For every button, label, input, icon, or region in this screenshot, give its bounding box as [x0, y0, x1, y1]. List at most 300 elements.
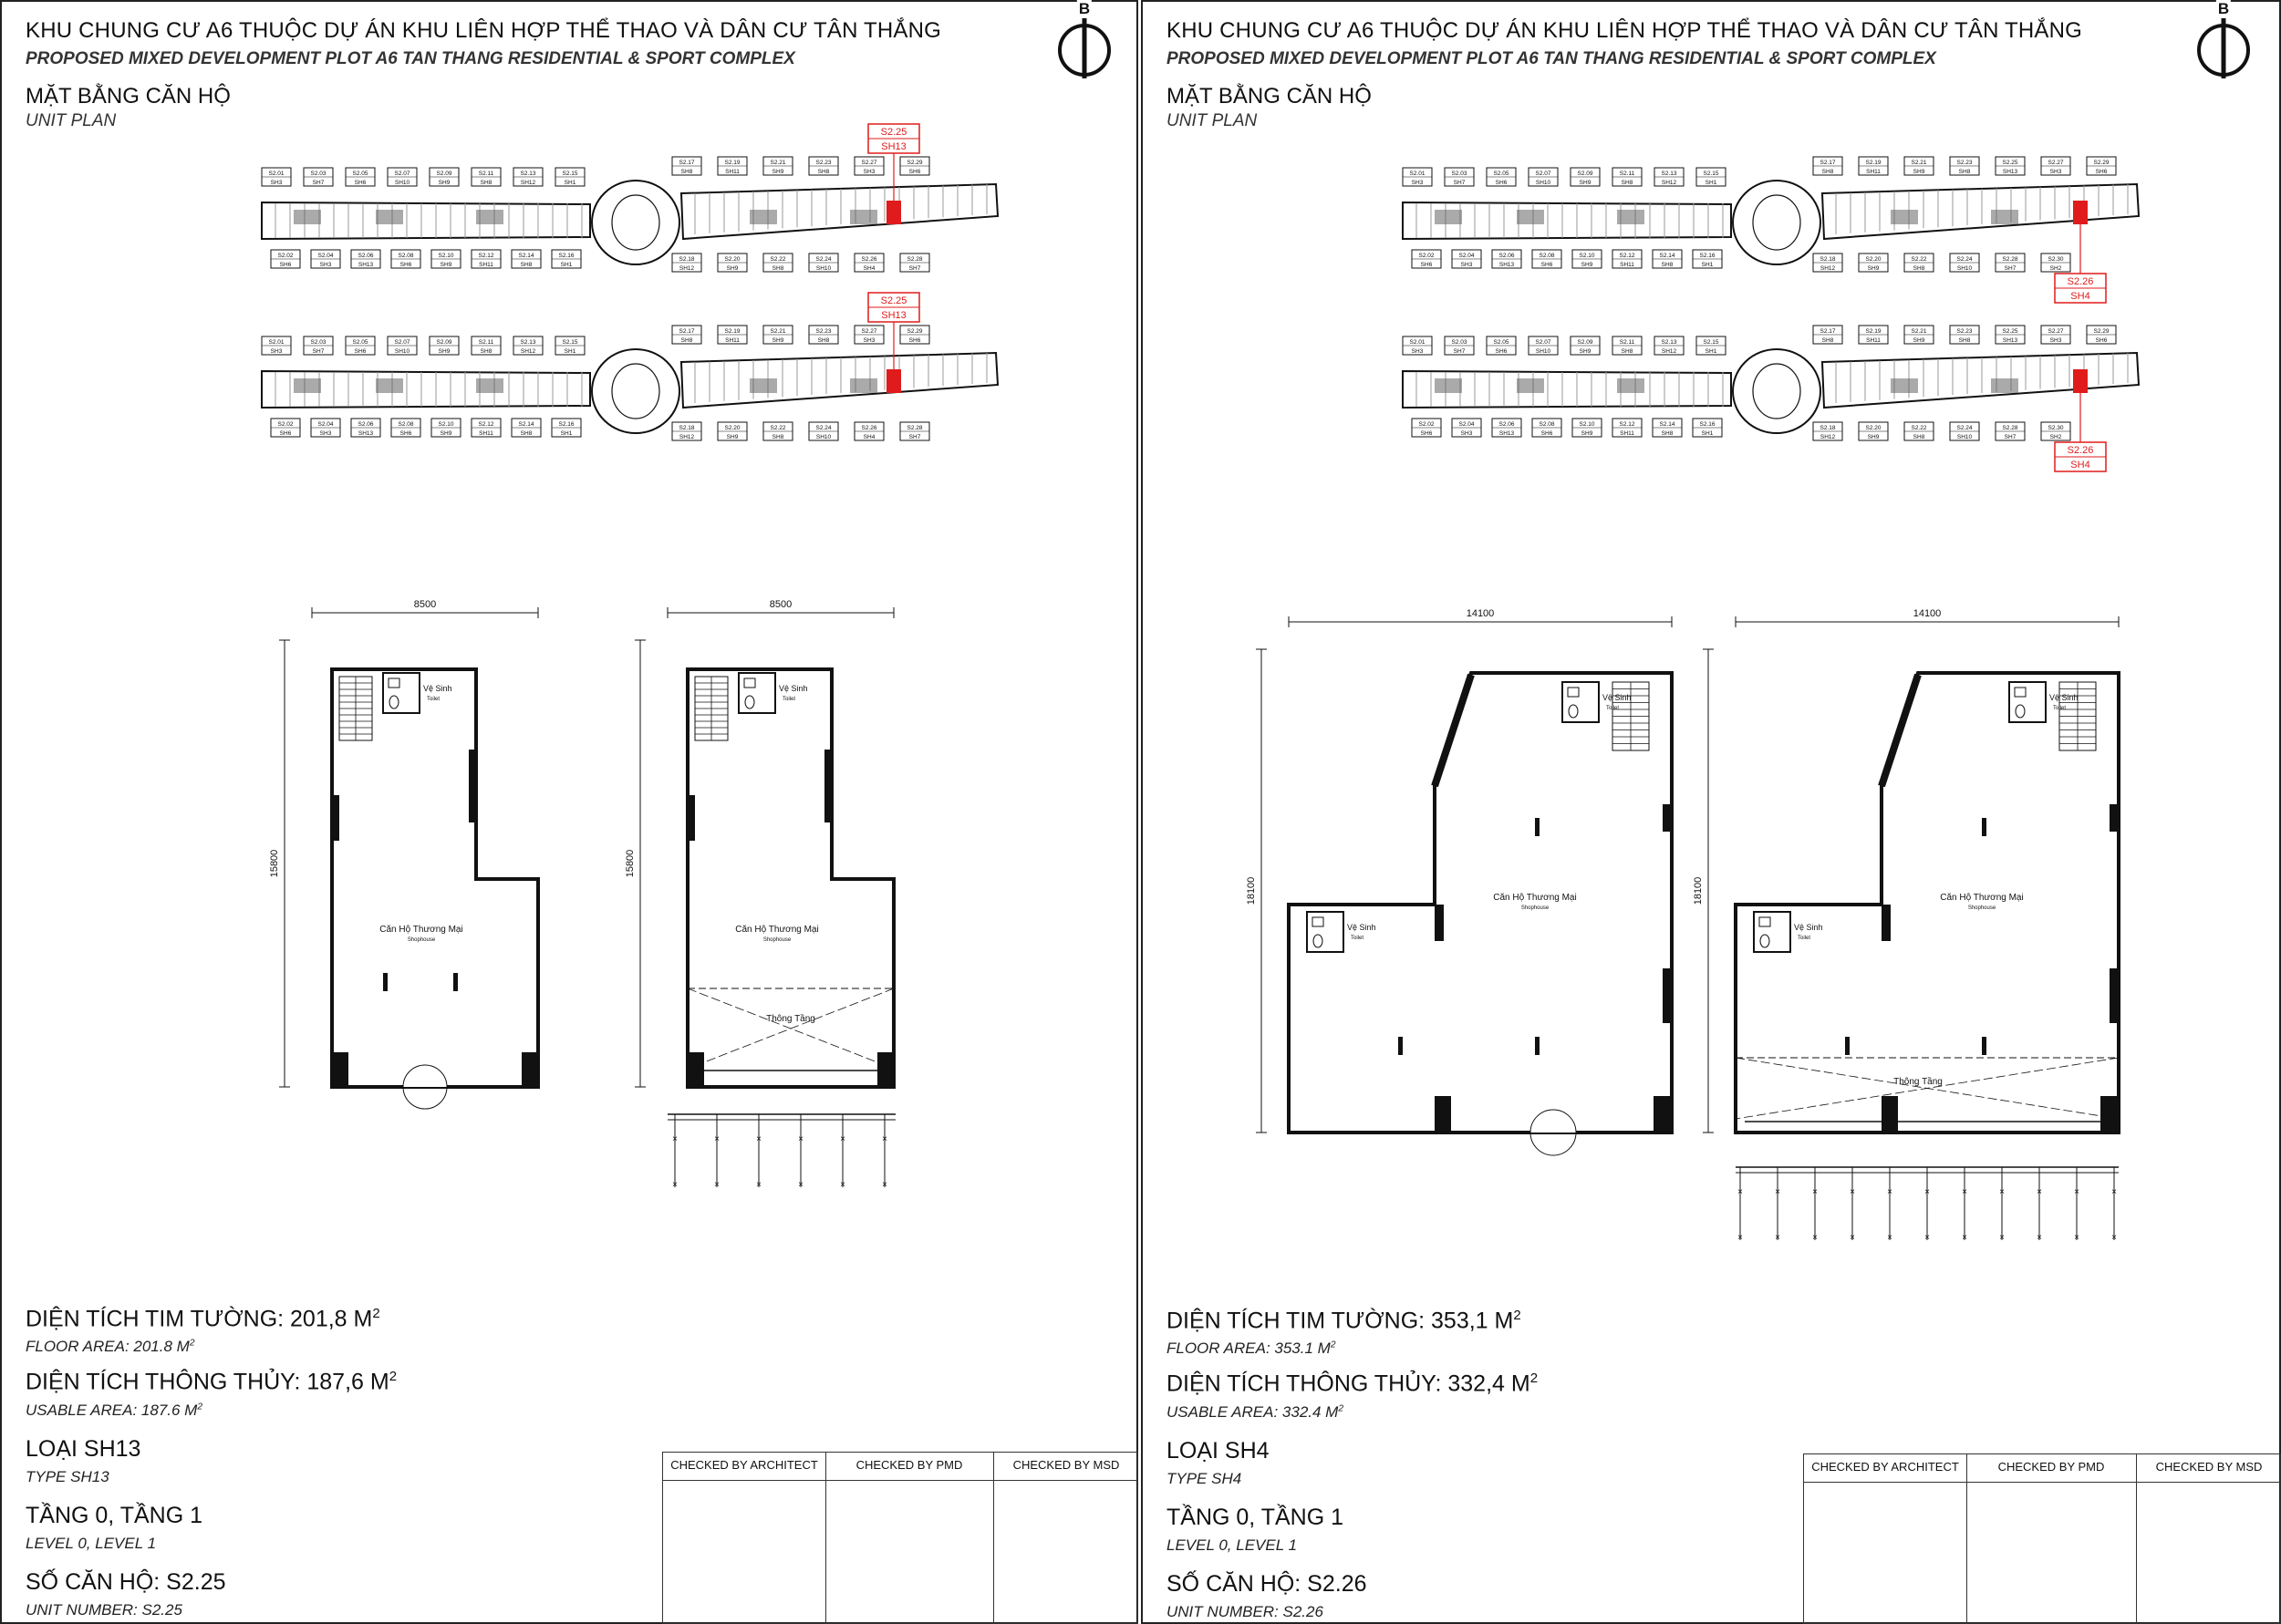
unit-tag-number: S2.17 — [1820, 160, 1836, 166]
highlight-unit-type: SH13 — [881, 310, 907, 321]
unit-tag-type: SH8 — [1661, 430, 1674, 437]
toilet-label: Vệ Sinh — [1794, 923, 1823, 932]
unit-tag-number: S2.07 — [1535, 339, 1551, 346]
north-arrow-icon — [2197, 0, 2250, 77]
unit-tag-type: SH13 — [358, 262, 374, 268]
usable-area-en: USABLE AREA: 187.6 M — [26, 1401, 198, 1419]
unit-tag-number: S2.19 — [724, 328, 741, 335]
unit-tag-number: S2.20 — [724, 256, 741, 263]
toilet-label-en: Toilet — [1798, 936, 1811, 941]
unit-outline — [332, 669, 538, 1087]
unit-outline — [1289, 673, 1672, 1133]
unit-tag-number: S2.22 — [770, 425, 786, 431]
unit-tag-type: SH10 — [1956, 265, 1973, 272]
unit-tag-type: SH6 — [1420, 262, 1433, 268]
unit-tag-type: SH7 — [1453, 348, 1466, 355]
unit-outline — [1736, 673, 2119, 1133]
unit-tag-number: S2.27 — [2048, 160, 2064, 166]
column — [1435, 905, 1444, 941]
column — [1663, 968, 1672, 1023]
unit-tag-type: SH12 — [1820, 434, 1836, 440]
core-block — [376, 378, 403, 393]
core-block — [1991, 210, 2018, 224]
column — [2100, 1096, 2117, 1133]
unit-tag-number: S2.14 — [1659, 253, 1675, 259]
unit-tag-number: S2.15 — [1703, 339, 1719, 346]
toilet-label-en: Toilet — [1606, 706, 1620, 711]
core-block — [376, 210, 403, 224]
toilet-basin — [2015, 688, 2026, 697]
unit-tag-number: S2.18 — [679, 425, 695, 431]
unit-tag-type: SH6 — [399, 430, 412, 437]
unit-tag-type: SH12 — [1661, 348, 1677, 355]
unit-tag-type: SH8 — [772, 265, 784, 272]
unit-tag-number: S2.24 — [815, 256, 832, 263]
elevation-mark: × — [1812, 1187, 1818, 1197]
dimension-height: 18100 — [1693, 876, 1704, 905]
unit-tag-number: S2.03 — [310, 171, 327, 177]
round-core — [1733, 349, 1820, 433]
unit-tag-number: S2.27 — [861, 160, 877, 166]
unit-tag-type: SH12 — [1820, 265, 1836, 272]
elevation-mark: × — [1962, 1233, 1967, 1243]
elevation-mark: × — [2111, 1233, 2117, 1243]
unit-tag-type: SH9 — [440, 262, 452, 268]
unit-tag-type: SH11 — [1866, 169, 1881, 175]
column — [332, 1052, 348, 1087]
room-label: Căn Hộ Thương Mại — [1493, 893, 1577, 903]
core-block — [750, 210, 777, 224]
unit-tag-type: SH12 — [679, 434, 695, 440]
unit-tag-number: S2.13 — [1661, 171, 1677, 177]
door-swing — [1553, 1133, 1576, 1155]
highlighted-unit — [886, 201, 901, 224]
unit-tag-type: SH3 — [270, 348, 283, 355]
unit-tag-type: SH7 — [908, 434, 921, 440]
toilet-bowl — [1313, 935, 1322, 947]
unit-tag-type: SH13 — [2002, 169, 2018, 175]
highlight-unit-type: SH4 — [2070, 291, 2090, 302]
unit-floor-plans — [1246, 604, 2183, 1243]
elevation-mark: × — [2074, 1187, 2079, 1197]
type-vi: LOẠI SH13 — [26, 1435, 141, 1462]
unit-tag-number: S2.23 — [815, 160, 832, 166]
level-vi: TẦNG 0, TẦNG 1 — [26, 1502, 203, 1528]
unit-tag-type: SH8 — [1913, 434, 1925, 440]
unit-tag-type: SH9 — [1867, 434, 1880, 440]
unit-tag-number: S2.29 — [907, 328, 923, 335]
unit-tag-type: SH8 — [480, 348, 492, 355]
core-block — [1435, 378, 1462, 393]
unit-tag-type: SH11 — [479, 430, 493, 437]
toilet-basin — [1759, 917, 1770, 926]
unit-tag-type: SH11 — [725, 337, 740, 344]
level-en: LEVEL 0, LEVEL 1 — [1166, 1536, 1298, 1554]
toilet-label: Vệ Sinh — [1602, 693, 1632, 702]
unit-tag-number: S2.28 — [2002, 256, 2018, 263]
unit-tag-number: S2.12 — [1619, 253, 1635, 259]
usable-area-vi: DIỆN TÍCH THÔNG THỦY: 187,6 M — [26, 1369, 389, 1395]
unit-tag-type: SH8 — [520, 430, 533, 437]
door-swing — [403, 1087, 425, 1109]
project-title: KHU CHUNG CƯ A6 THUỘC DỰ ÁN KHU LIÊN HỢP THỂ THAO VÀ DÂN CƯ TÂN THẮNG — [1166, 18, 2083, 43]
unit-tag-number: S2.15 — [562, 171, 578, 177]
unit-tag-number: S2.05 — [352, 339, 368, 346]
unit-tag-number: S2.29 — [2093, 328, 2110, 335]
elevation-mark: × — [2111, 1187, 2117, 1197]
unit-tag-type: SH8 — [1958, 169, 1971, 175]
unit-tag-number: S2.04 — [317, 253, 334, 259]
unit-tag-number: S2.05 — [1493, 171, 1509, 177]
unit-tag-number: S2.01 — [268, 171, 285, 177]
room-label-en: Shophouse — [407, 937, 436, 943]
unit-tag-type: SH9 — [1579, 180, 1592, 186]
checked-by-msd: CHECKED BY MSD — [1012, 1458, 1120, 1472]
elevation-mark: × — [2037, 1233, 2042, 1243]
type-en: TYPE SH4 — [1166, 1469, 1242, 1487]
unit-tag-number: S2.14 — [518, 421, 534, 428]
elevation-mark: × — [840, 1134, 845, 1144]
core-block — [1891, 210, 1918, 224]
core-block — [294, 210, 321, 224]
unit-tag-type: SH9 — [1913, 169, 1925, 175]
unit-tag-number: S2.27 — [2048, 328, 2064, 335]
unit-tag-number: S2.02 — [1418, 421, 1435, 428]
unit-tag-type: SH1 — [1705, 180, 1717, 186]
unit-tag-number: S2.24 — [1956, 425, 1973, 431]
unit-number-vi: SỐ CĂN HỘ: S2.25 — [26, 1568, 226, 1595]
highlighted-unit — [2073, 201, 2088, 224]
round-core-inner — [1753, 195, 1800, 250]
unit-tag-type: SH12 — [679, 265, 695, 272]
toilet-basin — [744, 678, 755, 688]
unit-tag-type: SH3 — [863, 169, 876, 175]
elevation-mark: × — [2074, 1233, 2079, 1243]
unit-tag-type: SH4 — [863, 434, 876, 440]
unit-tag-type: SH1 — [560, 262, 573, 268]
unit-tag-type: SH7 — [312, 180, 325, 186]
unit-tag-number: S2.02 — [1418, 253, 1435, 259]
unit-tag-type: SH3 — [863, 337, 876, 344]
unit-tag-type: SH8 — [1661, 262, 1674, 268]
dimension-width: 8500 — [769, 599, 793, 610]
unit-tag-number: S2.06 — [1498, 421, 1515, 428]
unit-tag-type: SH9 — [1913, 337, 1925, 344]
unit-tag-number: S2.23 — [1956, 328, 1973, 335]
unit-tag-type: SH8 — [817, 337, 830, 344]
unit-tag-type: SH3 — [1411, 348, 1424, 355]
unit-tag-number: S2.22 — [1911, 256, 1927, 263]
core-block — [476, 378, 503, 393]
unit-tag-number: S2.28 — [907, 256, 923, 263]
checked-by-pmd: CHECKED BY PMD — [1997, 1460, 2105, 1474]
unit-tag-type: SH7 — [312, 348, 325, 355]
project-subtitle: PROPOSED MIXED DEVELOPMENT PLOT A6 TAN THANG RESIDENTIAL & SPORT COMPLEX — [1166, 49, 1936, 68]
column — [1535, 1037, 1540, 1055]
toilet-bowl — [1760, 935, 1769, 947]
unit-tag-type: SH7 — [2004, 434, 2017, 440]
column — [1435, 1096, 1451, 1133]
unit-tag-number: S2.03 — [1451, 171, 1467, 177]
unit-tag-number: S2.01 — [268, 339, 285, 346]
unit-tag-type: SH8 — [520, 262, 533, 268]
unit-tag-number: S2.06 — [358, 253, 374, 259]
unit-tag-type: SH10 — [394, 180, 410, 186]
unit-tag-type: SH10 — [1956, 434, 1973, 440]
unit-tag-number: S2.08 — [398, 253, 414, 259]
elevation-mark: × — [756, 1134, 762, 1144]
elevation-mark: × — [672, 1180, 678, 1190]
elevation-mark: × — [1962, 1187, 1967, 1197]
highlight-unit-number: S2.26 — [2067, 276, 2094, 287]
unit-tag-type: SH3 — [1460, 430, 1473, 437]
floor-area-en: FLOOR AREA: 201.8 M — [26, 1338, 190, 1356]
unit-tag-number: S2.16 — [1699, 421, 1716, 428]
unit-tag-type: SH8 — [1913, 265, 1925, 272]
toilet-label-en: Toilet — [427, 697, 441, 702]
column — [1663, 804, 1672, 832]
unit-tag-number: S2.10 — [438, 421, 454, 428]
unit-tag-type: SH9 — [772, 337, 784, 344]
column — [688, 1052, 704, 1087]
unit-tag-type: SH11 — [479, 262, 493, 268]
core-block — [476, 210, 503, 224]
elevation-mark: × — [1924, 1233, 1930, 1243]
unit-tag-type: SH3 — [2049, 337, 2062, 344]
dimension-width: 14100 — [1466, 608, 1495, 619]
unit-tag-type: SH13 — [1498, 262, 1515, 268]
unit-tag-number: S2.07 — [394, 339, 410, 346]
unit-tag-type: SH1 — [1701, 430, 1714, 437]
column — [688, 795, 695, 841]
column — [1398, 1037, 1403, 1055]
area-info: DIỆN TÍCH TIM TƯỜNG: 201,8 $M^2$ FLOOR AREA: 201.8 $M^2$ DIỆN TÍCH THÔNG THỦY: 187,6 $M^2$ USABLE AREA: 187.6 $M^2$ LOẠI SH13 TYPE SH13 TẦNG 0, TẦNG 1 LEVEL 0, LEVEL 1 SỐ CĂN HỘ: S2.25 UNIT NUMBER: S2.25 — [26, 1306, 398, 1619]
elevation-mark: × — [756, 1180, 762, 1190]
sheet-unit-s2-26 — [1141, 0, 2281, 1624]
unit-tag-type: SH8 — [1621, 180, 1633, 186]
elevation-mark: × — [1999, 1187, 2005, 1197]
unit-tag-type: SH10 — [815, 265, 832, 272]
unit-tag-number: S2.16 — [558, 421, 575, 428]
unit-tag-number: S2.17 — [1820, 328, 1836, 335]
unit-tag-type: SH6 — [279, 262, 292, 268]
round-core — [1733, 181, 1820, 264]
unit-tag-type: SH6 — [1495, 180, 1508, 186]
core-block — [1435, 210, 1462, 224]
unit-tag-number: S2.27 — [861, 328, 877, 335]
unit-tag-type: SH13 — [2002, 337, 2018, 344]
room-label-en: Shophouse — [762, 937, 792, 943]
unit-tag-number: S2.14 — [518, 253, 534, 259]
elevation-mark: × — [882, 1134, 887, 1144]
unit-tag-number: S2.22 — [1911, 425, 1927, 431]
usable-area-vi: DIỆN TÍCH THÔNG THỦY: 332,4 M — [1166, 1371, 1530, 1397]
unit-tag-number: S2.19 — [1865, 328, 1882, 335]
unit-tag-type: SH11 — [1620, 430, 1634, 437]
unit-tag-type: SH1 — [1705, 348, 1717, 355]
core-block — [294, 378, 321, 393]
slanted-wall — [1435, 675, 1471, 786]
unit-tag-type: SH9 — [1579, 348, 1592, 355]
column — [2110, 804, 2119, 832]
room-label: Căn Hộ Thương Mại — [735, 925, 819, 935]
room-label-en: Shophouse — [1520, 905, 1550, 911]
unit-tag-type: SH10 — [394, 348, 410, 355]
room-label-en: Shophouse — [1967, 905, 1996, 911]
unit-tag-number: S2.06 — [1498, 253, 1515, 259]
elevation-mark: × — [714, 1180, 720, 1190]
elevation-mark: × — [1887, 1233, 1892, 1243]
unit-tag-type: SH11 — [1866, 337, 1881, 344]
unit-tag-number: S2.30 — [2048, 256, 2064, 263]
unit-tag-number: S2.15 — [1703, 171, 1719, 177]
room-label: Căn Hộ Thương Mại — [1940, 893, 2024, 903]
unit-tag-number: S2.26 — [861, 425, 877, 431]
elevation-mark: × — [1850, 1233, 1855, 1243]
core-block — [1617, 378, 1644, 393]
round-core — [592, 181, 679, 264]
door-swing — [1530, 1133, 1553, 1155]
unit-tag-type: SH1 — [564, 180, 576, 186]
unit-tag-number: S2.19 — [724, 160, 741, 166]
unit-tag-type: SH9 — [726, 434, 739, 440]
checked-by-pmd: CHECKED BY PMD — [855, 1458, 963, 1472]
unit-tag-number: S2.05 — [352, 171, 368, 177]
unit-tag-number: S2.20 — [724, 425, 741, 431]
slanted-wall — [1882, 675, 1918, 786]
column — [453, 973, 458, 991]
unit-tag-type: SH6 — [1420, 430, 1433, 437]
unit-tag-type: SH9 — [772, 169, 784, 175]
unit-tag-type: SH3 — [319, 430, 332, 437]
unit-tag-type: SH2 — [2049, 434, 2062, 440]
unit-tag-number: S2.04 — [1458, 421, 1475, 428]
level-vi: TẦNG 0, TẦNG 1 — [1166, 1504, 1344, 1530]
plan-subtitle: UNIT PLAN — [1166, 111, 1258, 130]
unit-tag-number: S2.09 — [1577, 171, 1593, 177]
void-label: Thông Tầng — [1893, 1077, 1943, 1087]
building-east-wing — [681, 353, 998, 408]
unit-tag-number: S2.23 — [1956, 160, 1973, 166]
unit-tag-number: S2.02 — [277, 253, 294, 259]
north-label: B — [1078, 0, 1091, 17]
elevation-mark: × — [882, 1180, 887, 1190]
unit-tag-number: S2.11 — [478, 339, 494, 346]
north-arrow-icon — [1058, 0, 1111, 77]
unit-tag-type: SH6 — [354, 180, 367, 186]
column — [383, 973, 388, 991]
unit-tag-number: S2.12 — [1619, 421, 1635, 428]
unit-tag-type: SH6 — [399, 262, 412, 268]
unit-tag-number: S2.13 — [520, 171, 536, 177]
highlight-unit-number: S2.26 — [2067, 445, 2094, 456]
column — [1882, 905, 1891, 941]
sheet-unit-s2-25 — [0, 0, 1138, 1624]
column — [1982, 1037, 1986, 1055]
toilet-bowl — [389, 696, 399, 709]
unit-tag-type: SH10 — [1535, 348, 1551, 355]
highlighted-unit — [2073, 369, 2088, 393]
unit-tag-type: SH3 — [1411, 180, 1424, 186]
unit-tag-type: SH4 — [863, 265, 876, 272]
elevation-mark: × — [1887, 1187, 1892, 1197]
type-en: TYPE SH13 — [26, 1467, 109, 1485]
unit-tag-type: SH12 — [1661, 180, 1677, 186]
check-table — [1803, 1453, 2281, 1624]
elevation-mark: × — [1850, 1187, 1855, 1197]
unit-tag-number: S2.21 — [1911, 160, 1927, 166]
elevation-mark: × — [1737, 1187, 1743, 1197]
floor-area-vi: DIỆN TÍCH TIM TƯỜNG: 353,1 M — [1166, 1308, 1514, 1334]
unit-tag-type: SH1 — [1701, 262, 1714, 268]
column — [1882, 1096, 1898, 1133]
unit-tag-number: S2.17 — [679, 160, 695, 166]
column — [332, 795, 339, 841]
unit-tag-type: SH11 — [1620, 262, 1634, 268]
column — [877, 1052, 894, 1087]
unit-tag-type: SH12 — [520, 180, 536, 186]
project-subtitle: PROPOSED MIXED DEVELOPMENT PLOT A6 TAN THANG RESIDENTIAL & SPORT COMPLEX — [26, 49, 795, 68]
toilet-basin — [389, 678, 399, 688]
building-east-wing — [681, 184, 998, 239]
unit-tag-type: SH8 — [1821, 169, 1834, 175]
column — [824, 750, 832, 822]
elevation-mark: × — [672, 1134, 678, 1144]
unit-floor-plans — [269, 585, 1096, 1190]
unit-tag-type: SH6 — [2095, 169, 2108, 175]
unit-tag-type: SH6 — [1495, 348, 1508, 355]
unit-tag-type: SH9 — [1867, 265, 1880, 272]
elevation-mark: × — [1737, 1233, 1743, 1243]
column — [522, 1052, 538, 1087]
unit-tag-type: SH10 — [1535, 180, 1551, 186]
toilet-label: Vệ Sinh — [2049, 693, 2079, 702]
unit-tag-number: S2.07 — [394, 171, 410, 177]
toilet-label: Vệ Sinh — [423, 684, 452, 693]
checked-by-msd: CHECKED BY MSD — [2155, 1460, 2263, 1474]
unit-tag-type: SH7 — [2004, 265, 2017, 272]
unit-tag-number: S2.14 — [1659, 421, 1675, 428]
unit-tag-type: SH6 — [1540, 262, 1553, 268]
elevation-mark: × — [2037, 1187, 2042, 1197]
unit-tag-number: S2.26 — [861, 256, 877, 263]
unit-tag-type: SH1 — [560, 430, 573, 437]
unit-tag-type: SH9 — [1581, 262, 1593, 268]
plan-subtitle: UNIT PLAN — [26, 111, 117, 130]
core-block — [1891, 378, 1918, 393]
unit-tag-number: S2.09 — [436, 171, 452, 177]
dimension-height: 18100 — [1246, 876, 1257, 905]
unit-tag-number: S2.28 — [907, 425, 923, 431]
level-en: LEVEL 0, LEVEL 1 — [26, 1534, 157, 1552]
unit-tag-type: SH8 — [817, 169, 830, 175]
unit-tag-number: S2.24 — [815, 425, 832, 431]
floor-area-en: FLOOR AREA: 353.1 M — [1166, 1340, 1331, 1358]
core-block — [1991, 378, 2018, 393]
unit-tag-number: S2.13 — [1661, 339, 1677, 346]
toilet-label: Vệ Sinh — [779, 684, 808, 693]
unit-tag-number: S2.07 — [1535, 171, 1551, 177]
unit-tag-type: SH9 — [726, 265, 739, 272]
dimension-height: 15800 — [269, 849, 280, 878]
unit-tag-number: S2.18 — [679, 256, 695, 263]
unit-tag-type: SH3 — [2049, 169, 2062, 175]
unit-tag-number: S2.17 — [679, 328, 695, 335]
unit-tag-number: S2.09 — [1577, 339, 1593, 346]
unit-tag-type: SH6 — [2095, 337, 2108, 344]
column — [2110, 968, 2119, 1023]
unit-tag-number: S2.11 — [1619, 339, 1635, 346]
